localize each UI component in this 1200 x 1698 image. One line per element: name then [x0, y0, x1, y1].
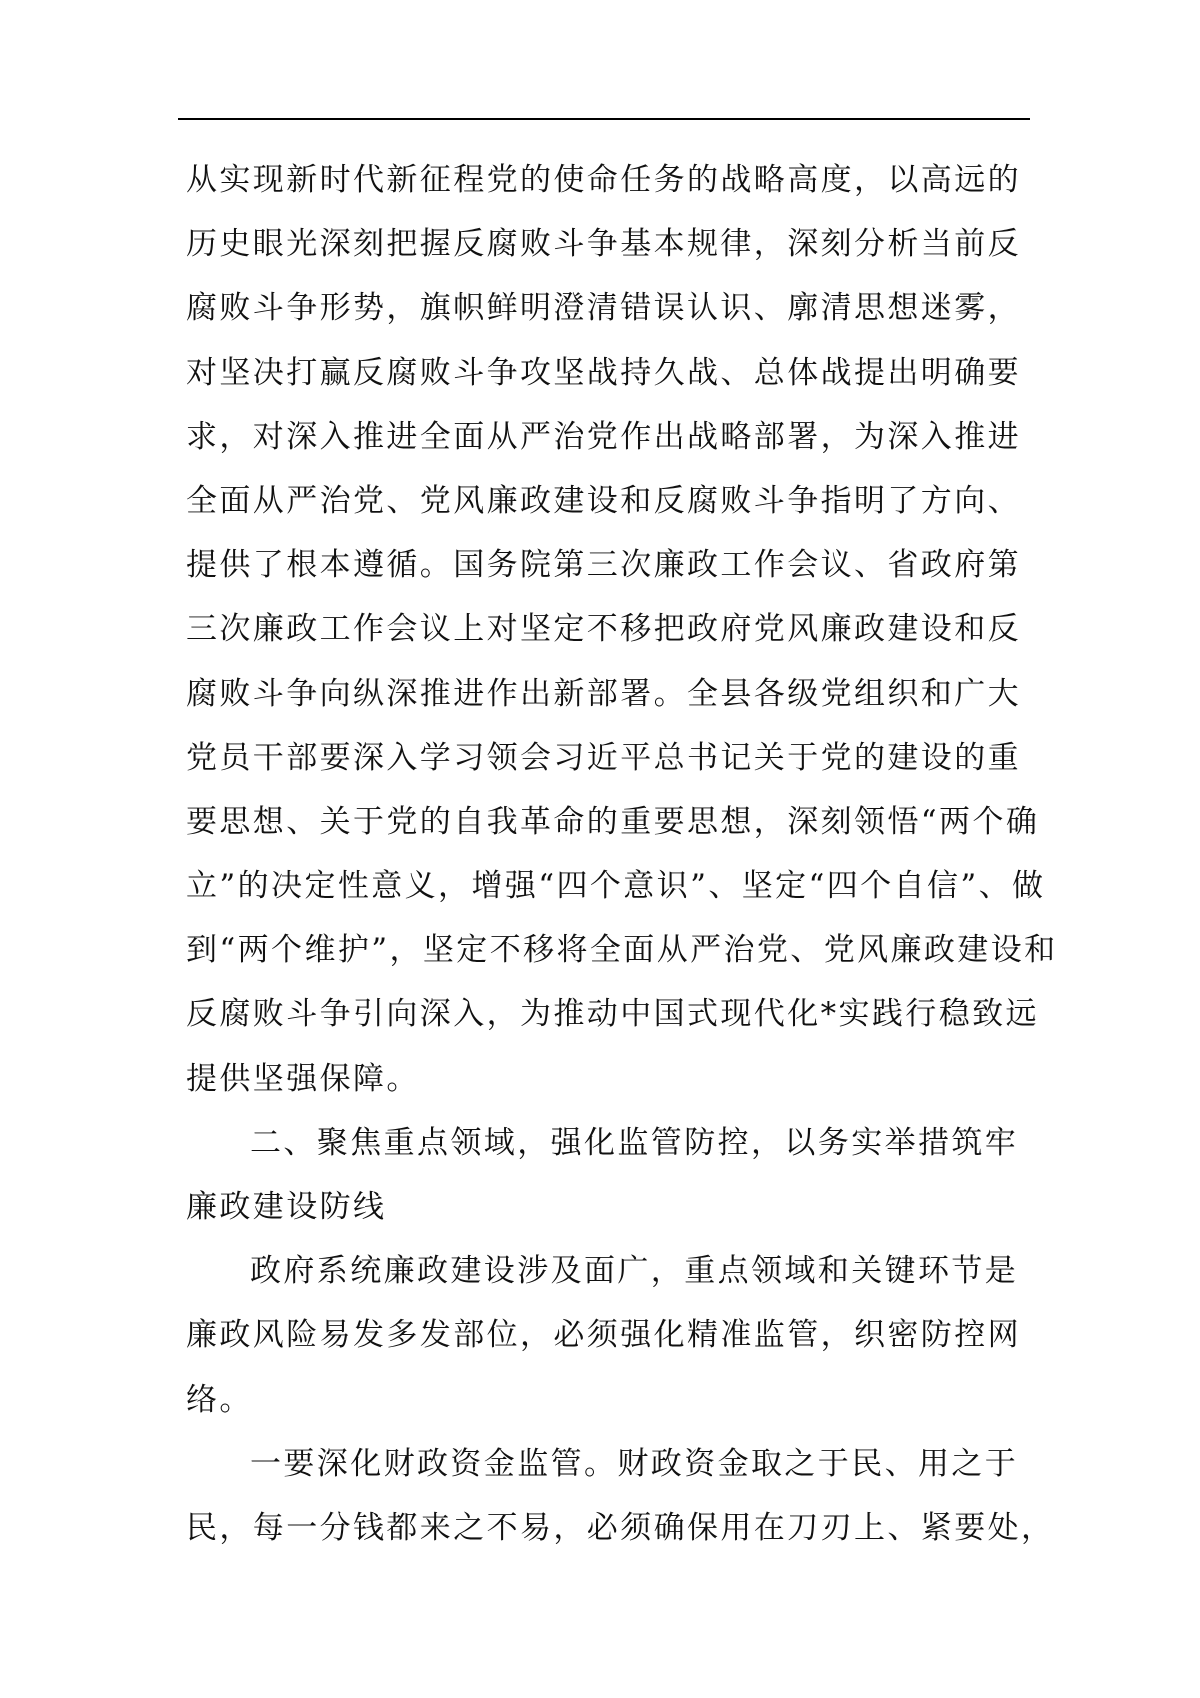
text-line: 络。 [186, 1381, 253, 1418]
text-line: 三次廉政工作会议上对坚定不移把政府党风廉政建设和反 [186, 611, 1021, 648]
text-line: 政府系统廉政建设涉及面广，重点领域和关键环节是 [250, 1253, 1019, 1290]
document-body [186, 148, 1058, 1560]
text-line: 反腐败斗争引向深入，为推动中国式现代化*实践行稳致远 [186, 996, 1039, 1033]
text-line: 求，对深入推进全面从严治党作出战略部署，为深入推进 [186, 418, 1021, 455]
text-line: 历史眼光深刻把握反腐败斗争基本规律，深刻分析当前反 [186, 226, 1021, 263]
text-line: 提供坚强保障。 [186, 1060, 420, 1097]
text-line: 立”的决定性意义，增强“四个意识”、坚定“四个自信”、做 [186, 868, 1046, 905]
section-heading-line: 二、聚焦重点领域，强化监管防控，以务实举措筑牢 [250, 1124, 1019, 1161]
text-line: 一要深化财政资金监管。财政资金取之于民、用之于 [250, 1445, 1019, 1482]
text-line: 对坚决打赢反腐败斗争攻坚战持久战、总体战提出明确要 [186, 354, 1021, 391]
text-line: 到“两个维护”，坚定不移将全面从严治党、党风廉政建设和 [186, 932, 1058, 969]
section-heading-line: 廉政建设防线 [186, 1189, 387, 1225]
text-line: 要思想、关于党的自我革命的重要思想，深刻领悟“两个确 [186, 803, 1040, 840]
text-line: 提供了根本遵循。国务院第三次廉政工作会议、省政府第 [186, 547, 1021, 584]
text-line: 民，每一分钱都来之不易，必须确保用在刀刃上、紧要处， [186, 1509, 1055, 1546]
text-line: 从实现新时代新征程党的使命任务的战略高度，以高远的 [186, 162, 1021, 198]
text-line: 廉政风险易发多发部位，必须强化精准监管，织密防控网 [186, 1317, 1021, 1354]
text-line: 腐败斗争形势，旗帜鲜明澄清错误认识、廓清思想迷雾， [186, 290, 1021, 327]
text-line: 党员干部要深入学习领会习近平总书记关于党的建设的重 [186, 739, 1021, 776]
text-line: 腐败斗争向纵深推进作出新部署。全县各级党组织和广大 [186, 675, 1021, 712]
header-rule [178, 118, 1030, 120]
text-line: 全面从严治党、党风廉政建设和反腐败斗争指明了方向、 [186, 482, 1021, 519]
